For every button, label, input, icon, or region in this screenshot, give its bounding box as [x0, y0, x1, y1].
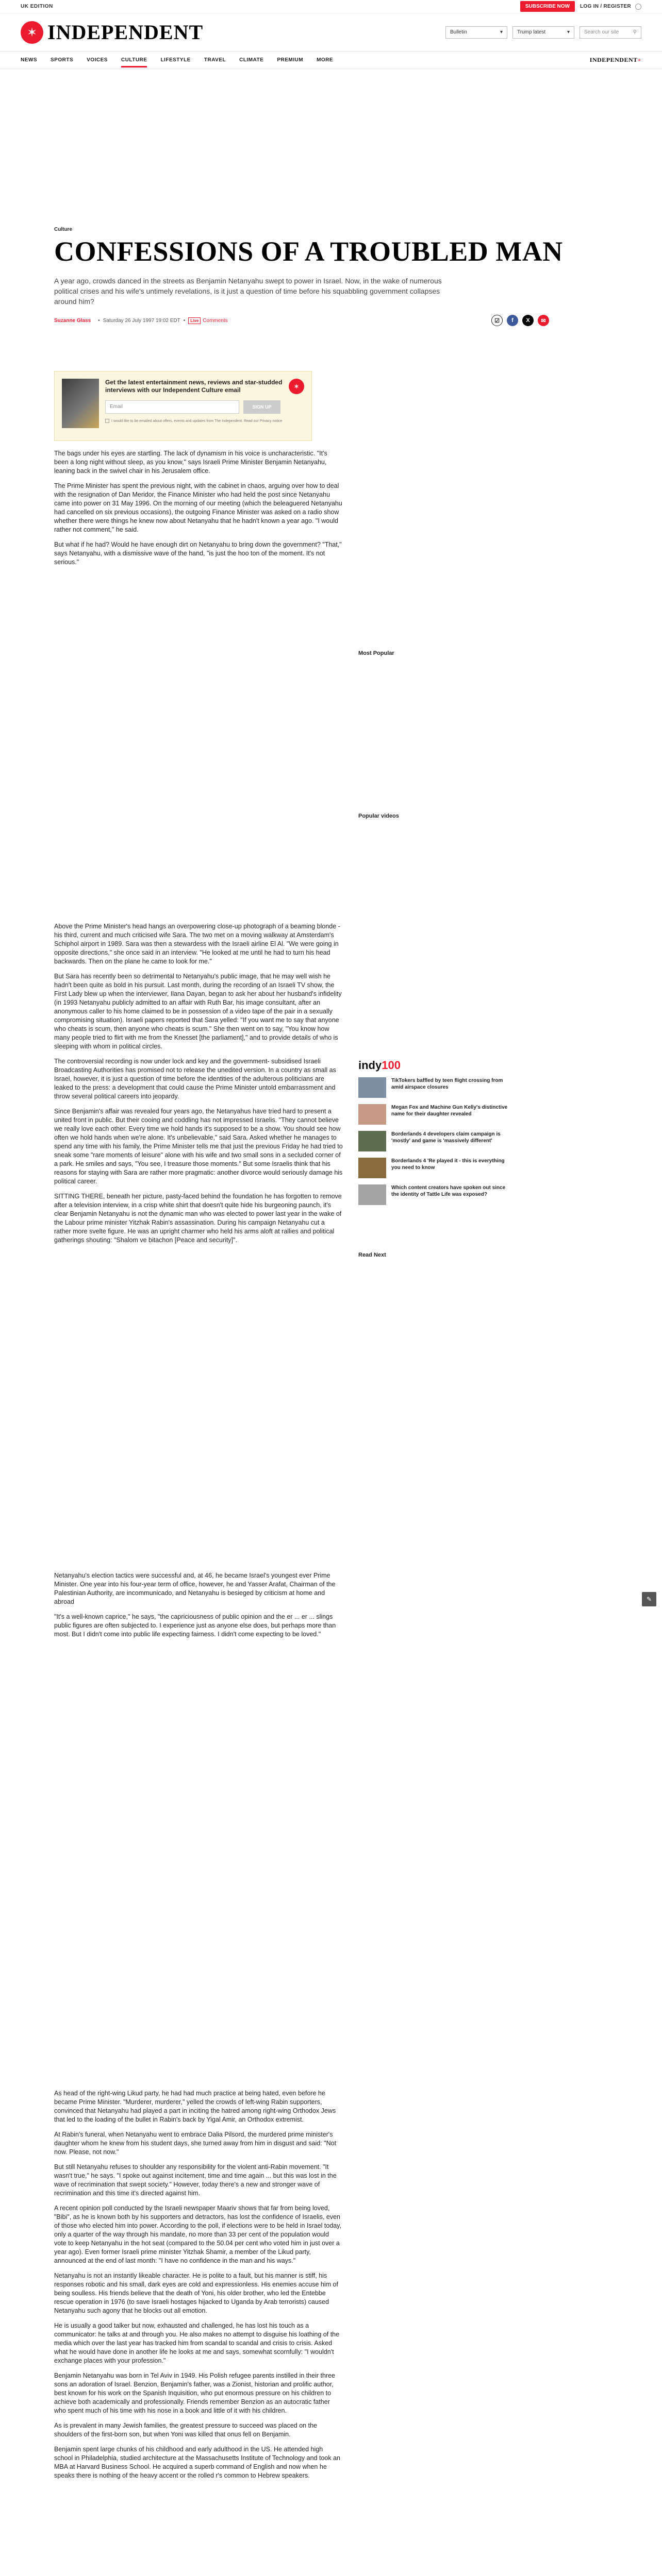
thumbnail: [358, 1184, 386, 1205]
search-icon[interactable]: ⚲: [633, 29, 637, 35]
paragraph: But what if he had? Would he have enough dirt on Netanyahu to bring down the government? "That," says Netanyahu, with a dismissive wave of the hand, "is just the hoo ton of the moment. It's not serious.": [54, 541, 342, 566]
author-link[interactable]: Suzanne Glass: [54, 317, 91, 324]
indy100-logo[interactable]: [358, 1059, 513, 1072]
paragraph: But still Netanyahu refuses to shoulder any responsibility for the violent anti-Rabin movement. "It wasn't true," he says. "I spoke out against incitement, time and time again ... but this was lost in the wave of recrimination that swept society." However, today there's a new and stronger wave of recrimination and this time it's directed against him.: [54, 2163, 337, 2197]
byline-separator: •: [183, 317, 186, 324]
trump-latest-dropdown[interactable]: [512, 26, 574, 39]
eagle-logo-icon: ✶: [21, 21, 43, 44]
thumbnail: [358, 1158, 386, 1178]
bulletin-dropdown[interactable]: [445, 26, 507, 39]
list-item-title: Megan Fox and Machine Gun Kelly's distinctive name for their daughter revealed: [391, 1105, 508, 1117]
bulletin-dropdown-label: Bulletin: [450, 29, 467, 35]
list-item[interactable]: [358, 1184, 513, 1205]
utility-bar: [0, 0, 662, 13]
nav-sports[interactable]: SPORTS: [51, 57, 74, 63]
article-body-part-1: [54, 449, 343, 573]
article-body-part-4: [54, 2089, 343, 2486]
popular-videos-heading: Popular videos: [358, 813, 399, 819]
nav-travel[interactable]: TRAVEL: [204, 57, 226, 63]
paragraph: Netanyahu is not an instantly likeable character. He is polite to a fault, but his manner is stiff, his responses robotic and his small, dark eyes are cold and expressionless. His enemies accuse him of being soulless. His friends believe that the death of Yoni, his older brother, who led the Entebbe rescue operation in 1976 (to save Israeli hostages hijacked to Uganda by Arab terrorists) caused Netanyahu such agony that he blocks out all emotion.: [54, 2272, 338, 2314]
most-popular-heading: Most Popular: [358, 650, 394, 656]
comments-live-badge: Live: [188, 317, 201, 324]
email-field[interactable]: Email: [105, 400, 239, 414]
standfirst: A year ago, crowds danced in the streets as Benjamin Netanyahu swept to power in Israel. Now, in the wake of numerous political crises and his wife's untimely revelations, is it just a question of time before his squabbling government collapses around him?: [54, 277, 442, 306]
paragraph: He is usually a good talker but now, exhausted and challenged, he has lost his touch as a communicator: he talks at and through you. He also makes no attempt to disguise his loathing of the media which over the last year has tracked him from scandal to scandal and crisis to crisis. Asked what he would have done in another life he looks at me and says, somewhat scornfully: "I wouldn't exchange places with your profession.": [54, 2322, 340, 2364]
newsletter-title: Get the latest entertainment news, reviews and star-studded interviews with our Independent Culture email: [105, 379, 283, 394]
masthead: [0, 13, 662, 52]
paragraph: At Rabin's funeral, when Netanyahu went to embrace Dalia Pilsord, the murdered prime minister's daughter whom he knew from his student days, she turned away from him in disgust and said: "Not now. Please, not now.": [54, 2131, 337, 2156]
indy100-widget: [358, 1059, 513, 1211]
newsletter-image: [62, 379, 99, 428]
article-header: [54, 227, 570, 326]
nav-climate[interactable]: CLIMATE: [239, 57, 264, 63]
section-label[interactable]: Culture: [54, 227, 72, 232]
nav-voices[interactable]: VOICES: [87, 57, 108, 63]
facebook-icon[interactable]: f: [507, 315, 518, 326]
list-item[interactable]: [358, 1077, 513, 1098]
paragraph: Netanyahu's election tactics were successful and, at 46, he became Israel's youngest ever Prime Minister. One year into his four-year term of office, however, he and Yasser Arafat, Chairman of the Palestinian Authority, are incommunicado, and Netanyahu is besieged by criticism at home and abroad: [54, 1572, 336, 1605]
edition-selector[interactable]: UK EDITION: [21, 4, 53, 9]
nav-lifestyle[interactable]: LIFESTYLE: [160, 57, 191, 63]
paragraph: "It's a well-known caprice," he says, "the capriciousness of public opinion and the er ... er ... slings public figures are often subjected to. I experience just as anyone else does, but perhaps more than most. But I didn't come into public life expecting fairness. I didn't come expecting to be loved.": [54, 1613, 336, 1638]
paragraph: As head of the right-wing Likud party, he had had much practice at being hated, even before he became Prime Minister. "Murderer, murderer," yelled the crowds of left-wing Rabin supporters, convinced that Netanyahu had played a part in inciting the hatred among right-wing Orthodox Jews that led to the loading of the bullet in Rabin's back by Yigal Amir, an Orthodox extremist.: [54, 2090, 336, 2123]
indy100-logo-main: indy: [358, 1059, 382, 1072]
paragraph: Benjamin spent large chunks of his childhood and early adulthood in the US. He attended high school in Philadelphia, studied architecture at the Massachusetts Institute of Technology and took an MBA at Harvard Business School. He acquired a superb command of English and now when he speaks there is nothing of the heavy accent or the rolled r's common to Hebrew speakers.: [54, 2446, 340, 2479]
premium-logo-main: INDEPENDENT: [589, 56, 638, 63]
nav-culture[interactable]: CULTURE: [121, 57, 147, 67]
independent-badge-icon: ✶: [289, 379, 304, 394]
list-item[interactable]: [358, 1158, 513, 1178]
paragraph: As is prevalent in many Jewish families, the greatest pressure to succeed was placed on the shoulders of the first-born son, but when Yoni was killed that onus fell on Benjamin.: [54, 2422, 317, 2438]
thumbnail: [358, 1077, 386, 1098]
paragraph: Above the Prime Minister's head hangs an overpowering close-up photograph of a beaming blonde - his third, current and much criticised wife Sara. The two met on a moving walkway at Amsterdam's Schiphol airport in 1989. Sara was then a stewardess with the Israeli airline El Al. "We were going in opposite directions," she once said in an interview. "He looked at me until he had to turn his head backwards. Then on the plane he came to look for me.": [54, 923, 340, 965]
consent-checkbox[interactable]: [105, 419, 109, 423]
list-item[interactable]: [358, 1104, 513, 1125]
comments-link[interactable]: Comments: [203, 317, 228, 324]
list-item[interactable]: [358, 1131, 513, 1151]
list-item-title: Which content creators have spoken out since the identity of Tattle Life was exposed?: [391, 1185, 506, 1197]
x-icon[interactable]: X: [522, 315, 534, 326]
site-logo[interactable]: [21, 20, 203, 44]
subscribe-button[interactable]: SUBSCRIBE NOW: [520, 1, 575, 12]
independent-premium-logo[interactable]: [590, 56, 641, 64]
email-share-icon[interactable]: ✉: [538, 315, 549, 326]
search-input[interactable]: [580, 26, 641, 39]
publish-date: Saturday 26 July 1997 19:02 EDT: [103, 317, 180, 324]
thumbnail: [358, 1131, 386, 1151]
paragraph: The bags under his eyes are startling. The lack of dynamism in his voice is uncharacteristic. "It's been a long night without sleep, as you know," says Israeli Prime Minister Benjamin Netanyahu, leaning back in the swivel chair in his Jerusalem office.: [54, 450, 327, 474]
paragraph: But Sara has recently been so detrimental to Netanyahu's public image, that he may well wish he hadn't been quite as bold in his pursuit. Last month, during the recording of an Israeli TV show, the First Lady blew up when the interviewer, Ilana Dayan, began to ask her about her husband's infidelity (in 1993 Netanyahu publicly admitted to an affair with Ruth Bar, his image consultant, after an anonymous caller to his home claimed to be in possession of a video tape of the pair in a sexually compromising situation). Israeli papers reported that Sara yelled: "If you want me to say that anyone who cheats is scum, then anyone who cheats is scum." She then went on to say, "You know how many people tried to flirt with me from the Knesset [the parliament]," and to provide details of who is sleeping with whom in political circles.: [54, 973, 342, 1050]
list-item-title: Borderlands 4 developers claim campaign is 'mostly' and game is 'massively different': [391, 1131, 501, 1144]
headline: CONFESSIONS OF A TROUBLED MAN: [54, 236, 563, 267]
byline: [54, 315, 549, 326]
thumbnail: [358, 1104, 386, 1125]
sign-up-button[interactable]: SIGN UP: [243, 400, 280, 414]
list-item-title: TikTokers baffled by teen flight crossing from amid airspace closures: [391, 1078, 503, 1090]
paragraph: Since Benjamin's affair was revealed four years ago, the Netanyahus have tried hard to present a united front in public. But their cooing and coddling has not impressed Israelis. "They cannot believe we really love each other. Every time we hold hands it's supposed to be a show. You should see how often we hold hands when we're alone. It's unbelievable," said Sara. Asked whether he manages to spend any time with his family, the Prime Minister tells me that just the previous Friday he had tried to sneak some "rare moments of leisure" alone with his wife and two small sons in a secluded corner of a park. He smiles and says, "You see, I treasure those moments." But some Israelis think that his reasons for staying with Sara are rather more pragmatic: another divorce would seriously damage his political career.: [54, 1108, 343, 1185]
trump-latest-dropdown-label: Trump latest: [517, 29, 546, 35]
article-body-part-3: [54, 1571, 343, 1645]
nav-news[interactable]: NEWS: [21, 57, 37, 63]
newsletter-signup: [54, 371, 312, 441]
comment-bubble-icon[interactable]: ✎: [642, 1592, 656, 1606]
nav-more[interactable]: MORE: [317, 57, 334, 63]
indy100-logo-accent: 100: [382, 1059, 401, 1072]
read-next-heading: Read Next: [358, 1252, 386, 1258]
nav-premium[interactable]: PREMIUM: [277, 57, 304, 63]
paragraph: A recent opinion poll conducted by the Israeli newspaper Maariv shows that far from being loved, "Bibi", as he is known both by his supporters and detractors, has lost the confidence of Israelis, even of those who elected him into power. According to the poll, if elections were to be held in Israel today, only a quarter of the way through his mandate, no more than 33 per cent of the population would vote to keep Netanyahu in the hot seat (compared to the 50.04 per cent who voted him in just over a year ago). Even former Israeli prime minister Yitzhak Shamir, a member of the Likud party, announced at the end of last month: "I have no confidence in the man and his ways.": [54, 2205, 342, 2264]
premium-logo-accent: +: [637, 56, 641, 63]
login-link[interactable]: LOG IN / REGISTER: [580, 4, 631, 9]
logo-wordmark: INDEPENDENT: [47, 21, 204, 44]
byline-separator: •: [98, 317, 100, 324]
consent-text: I would like to be emailed about offers, events and updates from The Independent. Read our Privacy notice: [111, 419, 283, 423]
search-placeholder: Search our site: [584, 29, 619, 35]
chevron-down-icon: ▾: [567, 29, 570, 35]
list-item-title: Borderlands 4 'Re played it - this is everything you need to know: [391, 1158, 505, 1171]
paragraph: SITTING THERE, beneath her picture, pasty-faced behind the foundation he has forgotten to remove after a television interview, in a crisp white shirt that doesn't quite hide his burgeoning paunch, it's clear Benjamin Netanyahu is not the dynamic man who was elected to power last year in the wake of the Labour prime minister Yitzhak Rabin's assassination. During his campaign Netanyahu cut a rather more svelte figure. He was an upright charmer who held his arms aloft at rallies and political gatherings shouting: "Shalom ve bitachon [Peace and security]".: [54, 1193, 342, 1244]
paragraph: The controversial recording is now under lock and key and the government- subsidised Israeli Broadcasting Authorities has promised not to release the unedited version. In a country as small as Israel, however, it is just a question of time before the identities of the adulterous politicians are leaked to the press: a development that could cause the Prime Minister untold embarrassment and throw several political careers into jeopardy.: [54, 1058, 336, 1100]
main-nav: [0, 52, 662, 69]
paragraph: The Prime Minister has spent the previous night, with the cabinet in chaos, arguing over how to deal with the resignation of Dan Meridor, the Finance Minister who had held the post since Netanyahu came into power on 31 May 1996. On the morning of our meeting (which the beleaguered Netanyahu had cancelled on six previous occasions), the outgoing Finance Minister was asked on a radio show whether there were things he knew now about Netanyahu that he hadn't known a year ago. "I would rather not comment," he said.: [54, 482, 342, 533]
chevron-down-icon: ▾: [500, 29, 503, 35]
article-body-part-2: [54, 922, 343, 1251]
paragraph: Benjamin Netanyahu was born in Tel Aviv in 1949. His Polish refugee parents instilled in their three sons an adoration of Israel. Benzion, Benjamin's father, was a Zionist, historian and prolific author, best known for his work on the Spanish Inquisition, who put enormous pressure on his children to achieve both academically and professionally. Friends remember Benzion as an autocratic father who spent much of his time with his nose in a book and little of it with his children.: [54, 2372, 335, 2414]
consent-row: [105, 419, 291, 423]
bookmark-icon[interactable]: ☑: [491, 315, 503, 326]
user-icon[interactable]: [635, 4, 641, 10]
